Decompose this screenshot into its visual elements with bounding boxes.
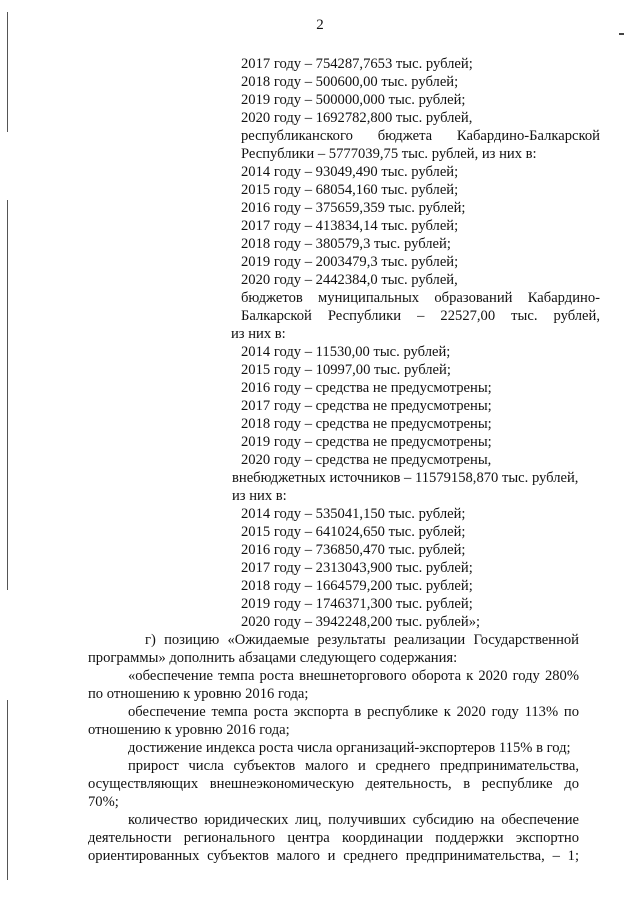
funding-line: 2018 году – 380579,3 тыс. рублей; <box>241 236 451 252</box>
expected-result-item: обеспечение темпа роста экспорта в республике к 2020 году 113% по <box>128 704 579 720</box>
funding-line: 2018 году – средства не предусмотрены; <box>241 416 492 432</box>
funding-line: 2020 году – 3942248,200 тыс. рублей»; <box>241 614 481 630</box>
funding-line: 2019 году – средства не предусмотрены; <box>241 434 492 450</box>
expected-result-item: осуществляющих внешнеэкономическую деятельность, в республике до <box>88 776 579 792</box>
funding-line: 2017 году – средства не предусмотрены; <box>241 398 492 414</box>
expected-result-item: количество юридических лиц, получивших субсидию на обеспечение <box>128 812 579 828</box>
funding-line: 2015 году – 10997,00 тыс. рублей; <box>241 362 451 378</box>
left-margin-line <box>7 200 8 590</box>
paragraph-g: программы» дополнить абзацами следующего содержания: <box>88 650 458 666</box>
corner-mark <box>619 33 624 35</box>
expected-result-item: достижение индекса роста числа организаций-экспортеров 115% в год; <box>128 740 571 756</box>
paragraph-g: г) позицию «Ожидаемые результаты реализации Государственной <box>145 632 579 648</box>
expected-result-item: деятельности регионального центра координации поддержки экспортно <box>88 830 579 846</box>
left-margin-line <box>7 12 8 132</box>
expected-result-item: «обеспечение темпа роста внешнеторгового оборота к 2020 году 280% <box>128 668 579 684</box>
funding-line: 2017 году – 754287,7653 тыс. рублей; <box>241 56 473 72</box>
expected-result-item: ориентированных субъектов малого и среднего предпринимательства, – 1; <box>88 848 579 864</box>
municipal-budget-heading: Балкарской Республики – 22527,00 тыс. рублей, <box>241 308 600 324</box>
funding-line: 2015 году – 641024,650 тыс. рублей; <box>241 524 466 540</box>
page-number: 2 <box>316 17 324 33</box>
extrabudget-heading: из них в: <box>232 488 287 504</box>
municipal-budget-heading: бюджетов муниципальных образований Кабардино- <box>241 290 600 306</box>
funding-line: 2018 году – 1664579,200 тыс. рублей; <box>241 578 473 594</box>
funding-line: 2016 году – 736850,470 тыс. рублей; <box>241 542 466 558</box>
funding-line: 2014 году – 93049,490 тыс. рублей; <box>241 164 459 180</box>
funding-line: 2017 году – 2313043,900 тыс. рублей; <box>241 560 473 576</box>
funding-line: 2016 году – средства не предусмотрены; <box>241 380 492 396</box>
funding-line: 2020 году – 1692782,800 тыс. рублей, <box>241 110 473 126</box>
funding-line: 2015 году – 68054,160 тыс. рублей; <box>241 182 459 198</box>
funding-line: 2018 году – 500600,00 тыс. рублей; <box>241 74 459 90</box>
funding-line: 2019 году – 1746371,300 тыс. рублей; <box>241 596 473 612</box>
funding-line: 2020 году – 2442384,0 тыс. рублей, <box>241 272 458 288</box>
expected-result-item: 70%; <box>88 794 119 810</box>
extrabudget-heading: внебюджетных источников – 11579158,870 тыс. рублей, <box>232 470 579 486</box>
funding-line: 2019 году – 500000,000 тыс. рублей; <box>241 92 466 108</box>
funding-line: 2019 году – 2003479,3 тыс. рублей; <box>241 254 459 270</box>
funding-line: 2017 году – 413834,14 тыс. рублей; <box>241 218 459 234</box>
expected-result-item: по отношению к уровню 2016 года; <box>88 686 309 702</box>
republic-budget-heading: республиканского бюджета Кабардино-Балкарской <box>241 128 600 144</box>
republic-budget-heading: Республики – 5777039,75 тыс. рублей, из них в: <box>241 146 537 162</box>
funding-line: 2014 году – 535041,150 тыс. рублей; <box>241 506 466 522</box>
expected-result-item: прирост числа субъектов малого и среднего предпринимательства, <box>128 758 579 774</box>
left-margin-line <box>7 700 8 880</box>
municipal-budget-heading: из них в: <box>231 326 286 342</box>
funding-line: 2014 году – 11530,00 тыс. рублей; <box>241 344 451 360</box>
funding-line: 2016 году – 375659,359 тыс. рублей; <box>241 200 466 216</box>
funding-line: 2020 году – средства не предусмотрены, <box>241 452 492 468</box>
expected-result-item: отношению к уровню 2016 года; <box>88 722 290 738</box>
